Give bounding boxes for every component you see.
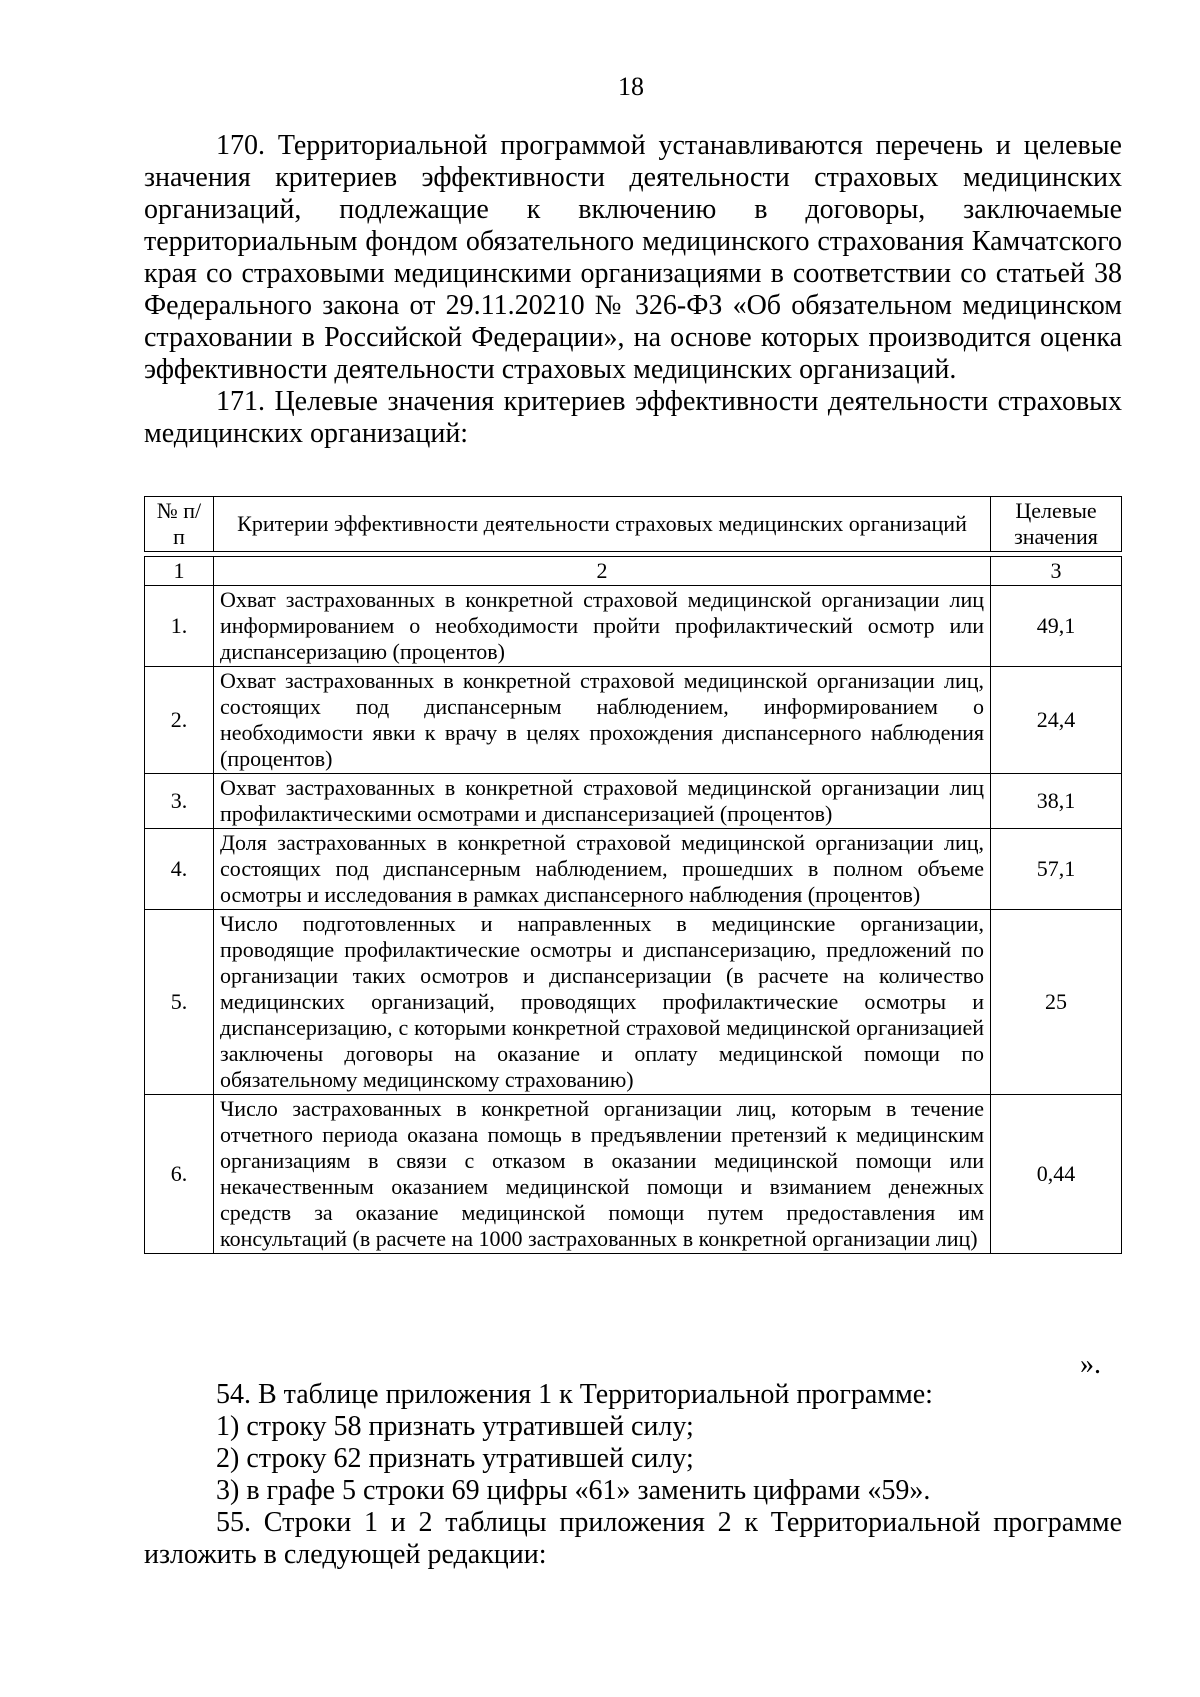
row-num: 1. [145,586,214,667]
table-row [145,586,1122,667]
paragraph-55: 55. Строки 1 и 2 таблицы приложения 2 к Территориальной программе изложить в следующей редакции: [144,1507,1122,1570]
row-criteria: Охват застрахованных в конкретной страховой медицинской организации лиц профилактическими осмотрами и диспансеризацией (процентов) [214,774,991,829]
criteria-table [144,496,1122,1254]
row-value: 49,1 [991,586,1122,667]
row-criteria: Число застрахованных в конкретной организации лиц, которым в течение отчетного периода оказана помощь в предъявлении претензий к медицинским организациям в связи с отказом в оказании медицинской помощи или некачественным оказанием медицинской помощи и взиманием денежных средств за оказание медицинской помощи путем предоставления им консультаций (в расчете на 1000 застрахованных в конкретной организации лиц) [214,1095,991,1254]
paragraph-54: 54. В таблице приложения 1 к Территориальной программе: [216,1379,933,1410]
table-header-row [145,497,1122,552]
row-num: 3. [145,774,214,829]
row-criteria: Охват застрахованных в конкретной страховой медицинской организации лиц информированием о необходимости пройти профилактический осмотр или диспансеризацию (процентов) [214,586,991,667]
item-54-2: 2) строку 62 признать утратившей силу; [216,1443,694,1474]
row-num: 5. [145,910,214,1095]
row-value: 38,1 [991,774,1122,829]
row-value: 0,44 [991,1095,1122,1254]
header-value: Целевые значения [991,497,1122,552]
row-criteria: Число подготовленных и направленных в медицинские организации, проводящие профилактические осмотры и диспансеризацию, предложений по организации таких осмотров и диспансеризации (в расчете на количество медицинских организаций, проводящих профилактические осмотры и диспансеризацию, с которыми конкретной страховой медицинской организацией заключены договоры на оказание и оплату медицинской помощи по обязательному медицинскому страхованию) [214,910,991,1095]
row-value: 25 [991,910,1122,1095]
amendments-text-block [144,1379,1122,1571]
header-criteria: Критерии эффективности деятельности страховых медицинских организаций [214,497,991,552]
row-value: 24,4 [991,667,1122,774]
table-row [145,667,1122,774]
table-row [145,1095,1122,1254]
page-number: 18 [618,72,644,101]
closing-quote-mark: ». [1080,1349,1101,1380]
paragraph-170: 170. Территориальной программой устанавливаются перечень и целевые значения критериев эффективности деятельности страховых медицинских организаций, подлежащие к включению в договоры, заключаемые территориальным фондом обязательного медицинского страхования Камчатского края со страховыми медицинскими организациями в соответствии со статьей 38 Федерального закона от 29.11.20210 № 326-ФЗ «Об обязательном медицинском страховании в Российской Федерации», на основе которых производится оценка эффективности деятельности страховых медицинских организаций. [144,130,1122,385]
table-row [145,829,1122,910]
header-num: № п/п [145,497,214,552]
row-criteria: Охват застрахованных в конкретной страховой медицинской организации лиц, состоящих под диспансерным наблюдением, информированием о необходимости явки к врачу в целях прохождения диспансерного наблюдения (процентов) [214,667,991,774]
paragraph-171: 171. Целевые значения критериев эффективности деятельности страховых медицинских организаций: [144,386,1122,449]
intro-text-block [144,130,1122,450]
table-row [145,910,1122,1095]
row-num: 6. [145,1095,214,1254]
column-number-2: 2 [214,557,991,586]
column-number-row [145,557,1122,586]
row-num: 2. [145,667,214,774]
row-value: 57,1 [991,829,1122,910]
row-criteria: Доля застрахованных в конкретной страховой медицинской организации лиц, состоящих под диспансерным наблюдением, прошедших в полном объеме осмотры и исследования в рамках диспансерного наблюдения (процентов) [214,829,991,910]
column-number-1: 1 [145,557,214,586]
column-number-3: 3 [991,557,1122,586]
item-54-1: 1) строку 58 признать утратившей силу; [216,1411,694,1442]
item-54-3: 3) в графе 5 строки 69 цифры «61» заменить цифрами «59». [216,1475,931,1506]
table-row [145,774,1122,829]
row-num: 4. [145,829,214,910]
